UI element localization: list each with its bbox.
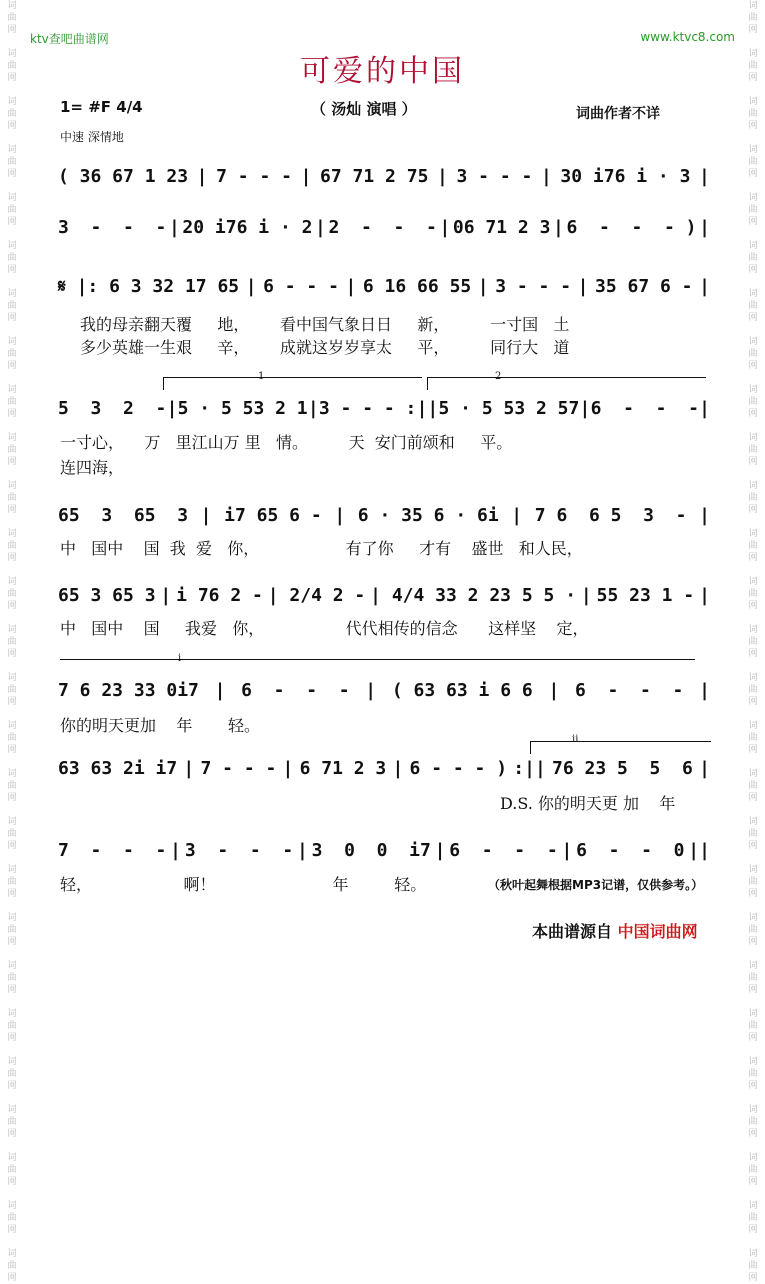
barline: | [434,840,446,861]
barline: | [540,166,552,187]
lyric-line-9: 轻， 啊！ 年 轻。 [60,875,427,894]
barline: | [699,217,710,238]
measure: 7 6 6 5 3 - [534,505,687,526]
lyric-line-2: 多少英雄一生艰 辛， 成就这岁岁享太 平， 同行大 道 [80,338,570,357]
barline: | [699,680,710,701]
score-line-3 [58,276,710,297]
volta-label-i: i [178,653,182,664]
score-line-1 [58,166,710,187]
barline: | [392,758,404,779]
measure: 6 16 66 55 [362,276,472,297]
volta-bracket-i [60,659,695,672]
barline: | [511,505,523,526]
barline: | [577,276,589,297]
measure: 3 - - - [58,217,167,238]
barline: | [477,276,489,297]
singer-credit: （ 汤灿 演唱 ） [311,100,417,118]
measure: 7 - - - [216,166,292,187]
measure: 2 - - - [328,217,437,238]
barline: :|| [513,758,546,779]
barline: | [699,166,710,187]
barline: | [200,505,212,526]
barline: | [282,758,294,779]
barline: | [296,840,308,861]
measure: 06 71 2 3 [452,217,551,238]
score-line-8 [58,758,710,779]
measure: | 4/4 33 2 23 5 5 · [370,585,577,606]
lyric-line-8: D.S. 你的明天更 加 年 [500,794,676,813]
lyric-line-7: 你的明天更加 年 轻。 [60,716,260,735]
measure: ( 63 63 i 6 6 [391,680,533,701]
barline: | [245,276,257,297]
barline: | [170,840,182,861]
barline: || [416,398,439,419]
barline: | [699,505,710,526]
barline: | [160,585,172,606]
measure: 5 3 2 - [58,398,167,419]
score-line-7 [58,680,710,701]
composer-credit: 词曲作者不详 [576,106,660,122]
measure: 𝄋 |: 6 3 32 17 65 [58,276,240,297]
measure: 67 71 2 75 [320,166,429,187]
measure: 65 3 65 3 [58,505,189,526]
measure: 5 · 5 53 2 1 [177,398,308,419]
measure: 6 - - - [241,680,350,701]
barline: | [561,840,573,861]
lyric-line-5: 中 国中 国 我 爱 你， 有了你 才有 盛世 和人民， [60,539,583,558]
site-name-left[interactable]: ktv查吧曲谱网 [30,32,109,46]
measure: 6 · 35 6 · 6i [357,505,499,526]
measure: 76 23 5 5 6 [552,758,693,779]
barline: | [548,680,560,701]
lyric-line-3: 一寸心， 万 里江山万 里 情。 天 安门前颂和 平。 [60,433,513,452]
source-label: 本曲谱源自 [532,922,613,941]
barline: | [214,680,226,701]
barline: | [334,505,346,526]
source-site-link[interactable]: 中国词曲网 [617,922,698,941]
barline: | [439,217,451,238]
side-watermark-left: 词 曲 网 词 曲 网 词 曲 网 词 曲 网 词 曲 网 词 曲 网 词 曲 网 词 曲 网 词 曲 网 词 曲 网 词 曲 网 词 曲 网 词 曲 网 词 曲 网 词 曲 网 词 曲 网 词 曲 网 词 曲 网 词 曲 网 词 曲 网 词 曲 网 词 曲 网 词 曲 网 词 曲 网 词 曲 网 词 曲 网 词 曲 网 [7,1,17,1283]
measure: 6 - - 0 [576,840,685,861]
barline: | [699,585,710,606]
measure: 7 6 23 33 0i7 [58,680,199,701]
score-line-4 [58,398,710,419]
barline: | [315,217,326,238]
lyric-line-6: 中 国中 国 我爱 你， 代代相传的信念 这样坚 定， [60,619,589,638]
measure: 63 63 2i i7 [58,758,178,779]
barline: | [699,398,710,419]
measure: i 76 2 - [176,585,263,606]
volta-bracket-1 [163,377,422,390]
measure: 6 - - - ) [409,758,508,779]
barline: | [183,758,195,779]
measure: 65 3 65 3 [58,585,156,606]
measure: 3 - - - : [318,398,417,419]
barline: | [365,680,377,701]
barline: | [166,398,178,419]
measure: i7 65 6 - [224,505,322,526]
measure: 35 67 6 - [594,276,693,297]
volta-bracket-2 [427,377,706,390]
barline: | [307,398,319,419]
score-line-5 [58,505,710,526]
barline: | [300,166,312,187]
key-signature: 1= #F 4/4 [60,98,143,116]
barline: | [168,217,180,238]
score-line-6 [58,585,710,606]
measure: 3 - - - [184,840,294,861]
measure: 7 - - - [58,840,167,861]
measure: ( 36 67 1 23 [58,166,189,187]
measure: 7 - - - [200,758,277,779]
measure: 6 - - - [575,680,684,701]
side-watermark-right: 词 曲 网 词 曲 网 词 曲 网 词 曲 网 词 曲 网 词 曲 网 词 曲 网 词 曲 网 词 曲 网 词 曲 网 词 曲 网 词 曲 网 词 曲 网 词 曲 网 词 曲 网 词 曲 网 词 曲 网 词 曲 网 词 曲 网 词 曲 网 词 曲 网 词 曲 网 词 曲 网 词 曲 网 词 曲 网 词 曲 网 词 曲 网 [748,1,758,1283]
barline: | [579,398,591,419]
volta-label-2: 2 [495,371,502,382]
volta-label-ii: ii [572,734,579,745]
measure: 20 i76 i · 2 [182,217,313,238]
barline: | [196,166,208,187]
barline: | [345,276,357,297]
tempo-marking: 中速 深情地 [60,130,124,144]
measure: 6 - - - [263,276,339,297]
measure: 6 - - - [590,398,699,419]
barline: | [699,758,710,779]
measure: 30 i76 i · 3 [560,166,691,187]
score-line-2 [58,217,710,238]
transcription-note: （秋叶起舞根据MP3记谱，仅供参考。） [488,878,704,892]
barline: | [437,166,448,187]
measure: 5 · 5 53 2 57 [438,398,580,419]
barline: || [688,840,710,861]
source-line [532,919,698,942]
lyric-line-1: 我的母亲翻天覆 地， 看中国气象日日 新， 一寸国 土 [80,315,570,334]
site-url-right[interactable]: www.ktvc8.com [640,30,735,44]
measure: | 2/4 2 - [267,585,366,606]
volta-bracket-ii [530,741,711,754]
measure: 3 0 0 i7 [311,840,431,861]
song-title: 可爱的中国 [300,54,465,89]
lyric-line-4: 连四海， [60,458,125,477]
barline: | [553,217,564,238]
measure: 3 - - - [456,166,533,187]
barline: | [580,585,592,606]
measure: 6 - - - [449,840,558,861]
measure: 3 - - - [495,276,572,297]
volta-label-1: 1 [258,371,265,382]
score-line-9 [58,840,710,861]
measure: 6 - - - ) [566,217,697,238]
measure: 6 71 2 3 [299,758,387,779]
measure: 55 23 1 - [596,585,695,606]
barline: | [699,276,710,297]
